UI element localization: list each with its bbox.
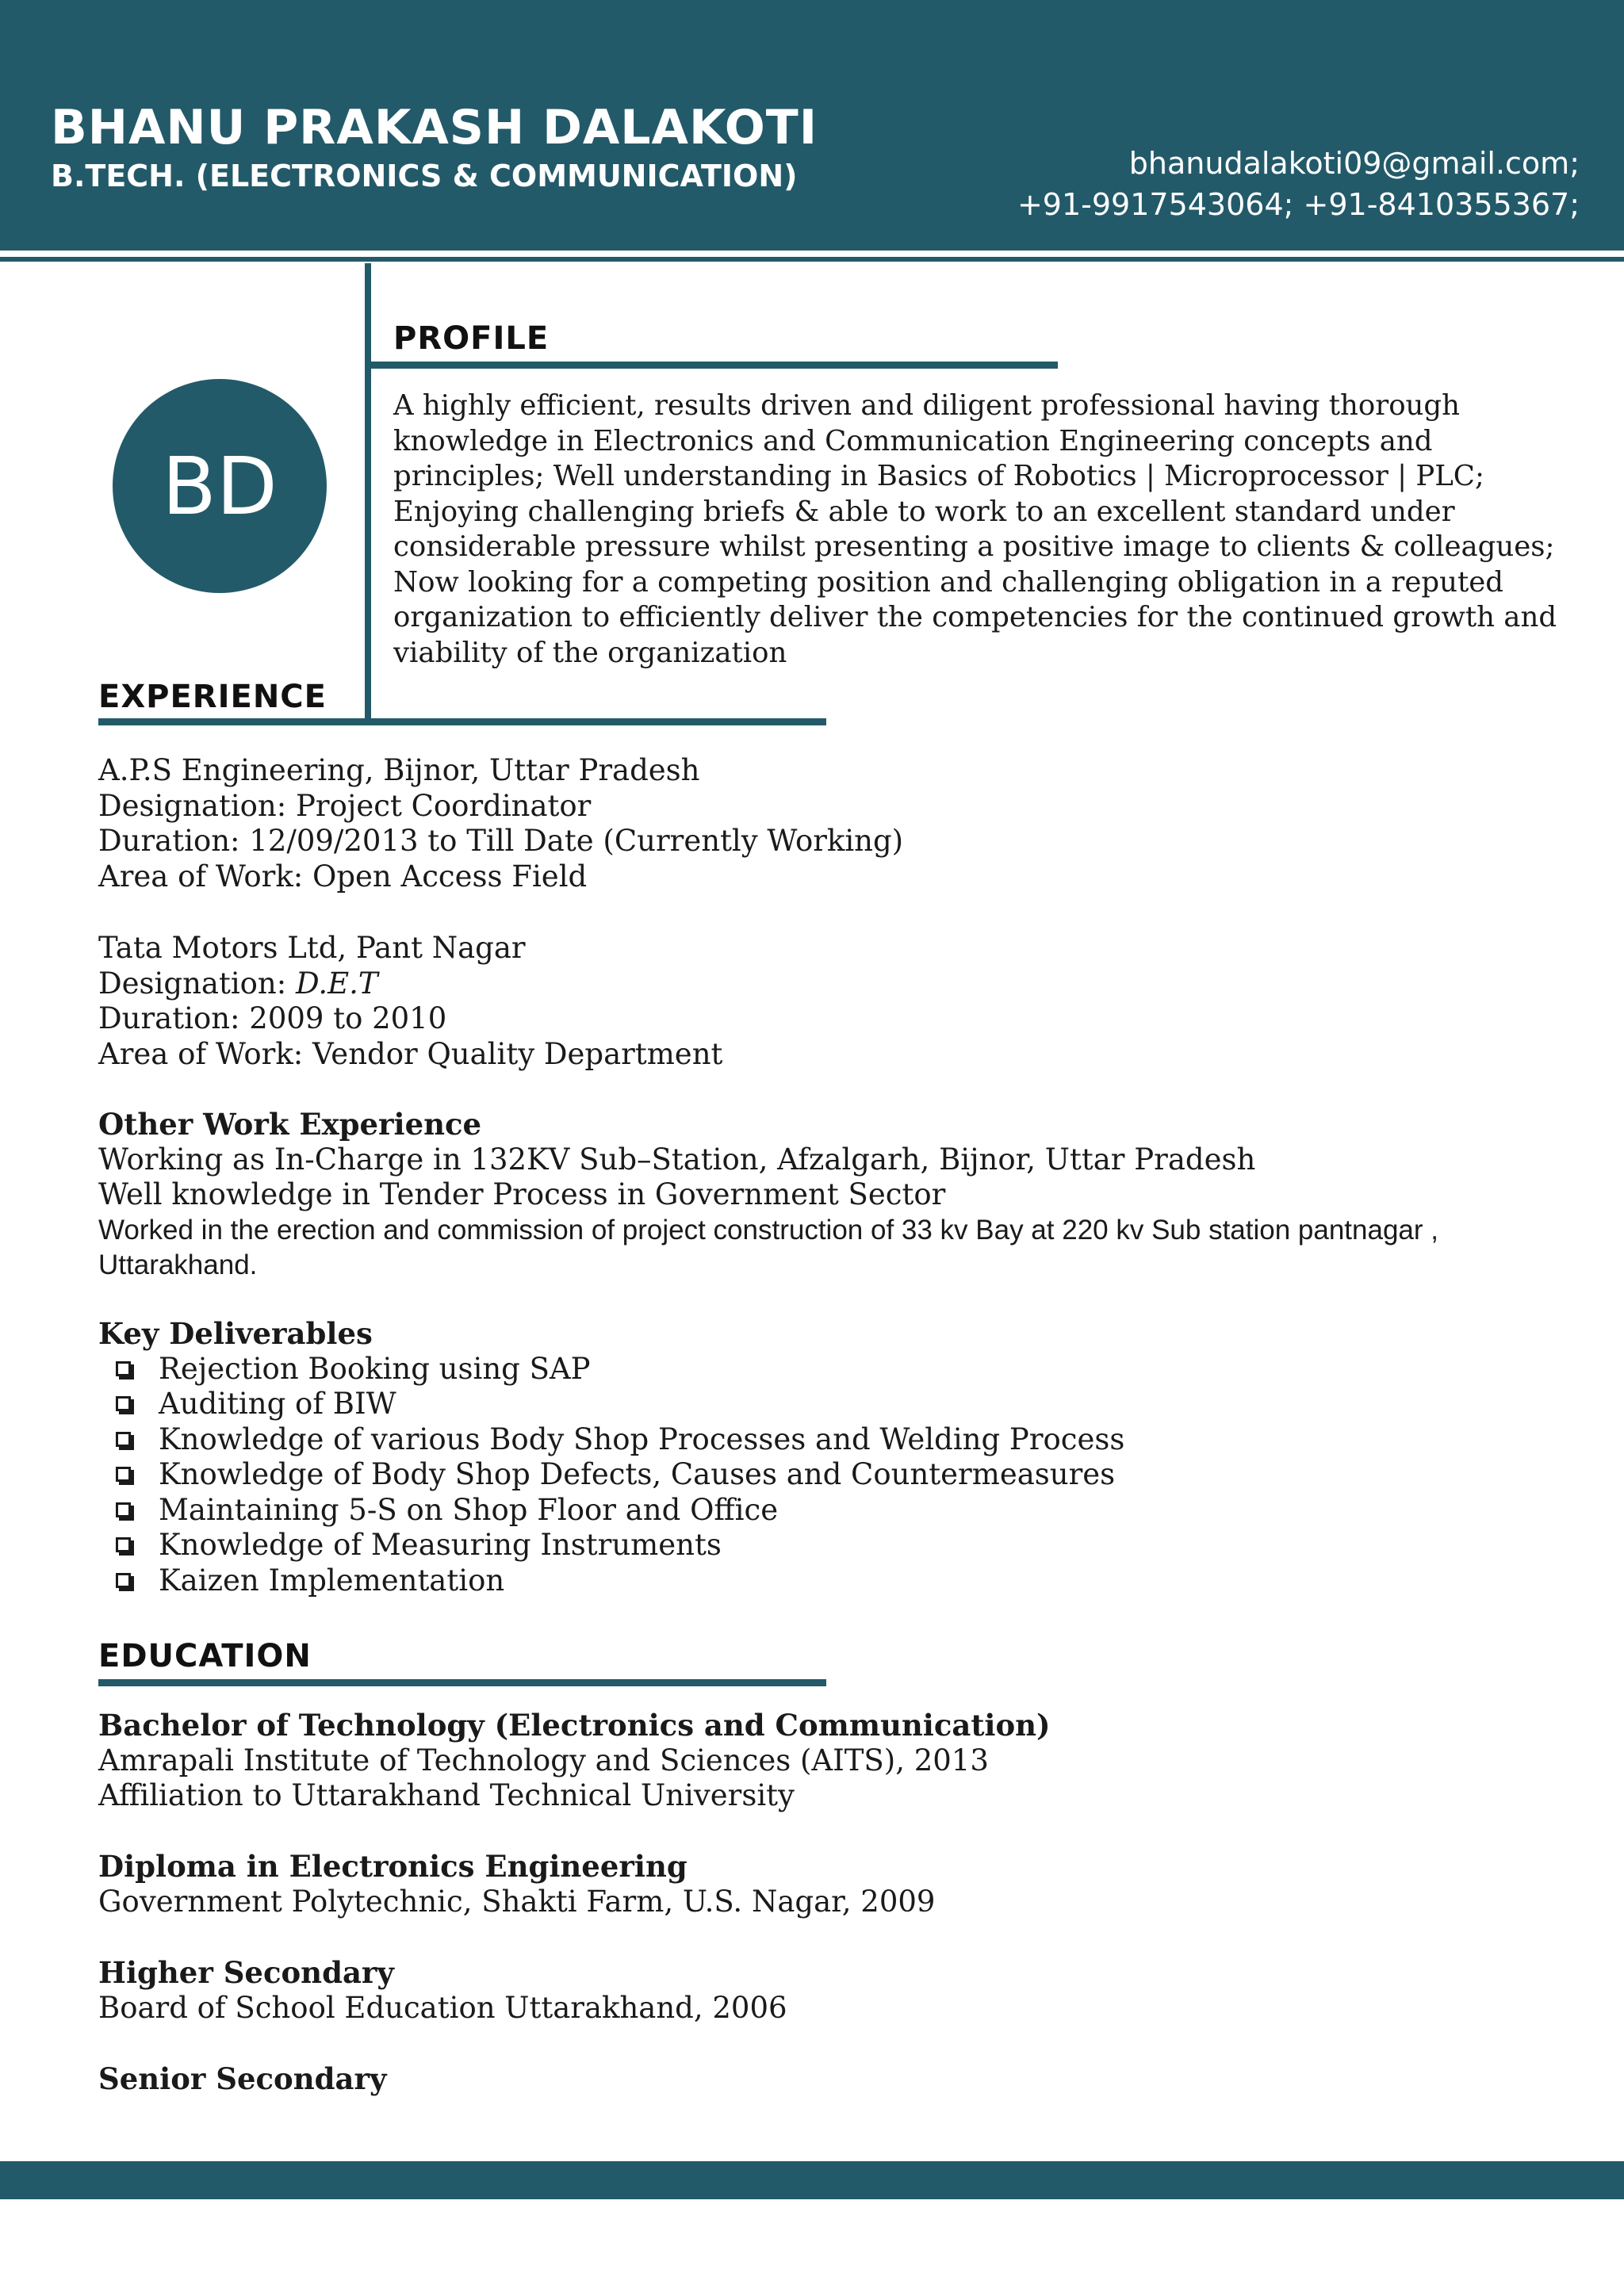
vertical-divider (365, 263, 371, 721)
job-duration: Duration: 2009 to 2010 (98, 1001, 447, 1035)
education-entry (98, 1849, 1589, 1919)
key-deliverables (98, 1316, 1589, 1598)
education-detail: Amrapali Institute of Technology and Sciences (AITS), 2013 (98, 1743, 989, 1777)
list-item: Knowledge of Body Shop Defects, Causes and Countermeasures (98, 1457, 1589, 1493)
job-entry (98, 753, 1589, 894)
education-detail: Board of School Education Uttarakhand, 2006 (98, 1990, 787, 2025)
education-detail: Affiliation to Uttarakhand Technical University (98, 1778, 795, 1812)
list-item: Knowledge of various Body Shop Processes and Welding Process (98, 1422, 1589, 1458)
job-area: Area of Work: Vendor Quality Department (98, 1036, 723, 1071)
education-heading-bar (98, 1679, 826, 1686)
header-rule (0, 257, 1624, 262)
deliverables-list (98, 1352, 1589, 1599)
footer-bar (0, 2161, 1624, 2199)
experience-heading: EXPERIENCE (98, 679, 327, 715)
checkbox-bullet-icon (116, 1361, 131, 1376)
education-degree: Diploma in Electronics Engineering (98, 1849, 688, 1884)
education-degree: Bachelor of Technology (Electronics and Communication) (98, 1708, 1051, 1743)
list-item: Rejection Booking using SAP (98, 1352, 1589, 1387)
contact-email[interactable]: bhanudalakoti09@gmail.com; (1128, 146, 1580, 181)
job-company: Tata Motors Ltd, Pant Nagar (98, 931, 526, 965)
education-detail: Government Polytechnic, Shakti Farm, U.S. Nagar, 2009 (98, 1884, 936, 1919)
checkbox-bullet-icon (116, 1467, 131, 1482)
candidate-degree: B.TECH. (ELECTRONICS & COMMUNICATION) (51, 159, 798, 193)
job-designation-label: Designation: (98, 966, 296, 1001)
education-degree: Higher Secondary (98, 1955, 394, 1990)
list-item: Knowledge of Measuring Instruments (98, 1528, 1589, 1563)
other-experience-line: Working as In-Charge in 132KV Sub–Station, Afzalgarh, Bijnor, Uttar Pradesh (98, 1142, 1256, 1177)
contact-phone[interactable]: +91-9917543064; +91-8410355367; (1017, 187, 1580, 222)
profile-heading-bar (371, 362, 1058, 369)
list-item: Maintaining 5-S on Shop Floor and Office (98, 1493, 1589, 1529)
candidate-name: BHANU PRAKASH DALAKOTI (51, 100, 818, 155)
education-entry (98, 1955, 1589, 2026)
checkbox-bullet-icon (116, 1396, 131, 1411)
checkbox-bullet-icon (116, 1432, 131, 1447)
checkbox-bullet-icon (116, 1537, 131, 1552)
experience-heading-bar (98, 718, 826, 725)
list-item: Auditing of BIW (98, 1387, 1589, 1422)
other-experience-note: Worked in the erection and commission of project construction of 33 kv Bay at 220 kv Sub station pantnagar , Uttarakhand. (98, 1214, 1438, 1280)
key-deliverables-heading: Key Deliverables (98, 1316, 373, 1351)
other-experience-line: Well knowledge in Tender Process in Government Sector (98, 1177, 946, 1211)
education-heading: EDUCATION (98, 1638, 312, 1674)
list-item: Kaizen Implementation (98, 1563, 1589, 1599)
avatar-initials: BD (162, 439, 278, 533)
profile-heading: PROFILE (393, 320, 550, 357)
education-entry (98, 1708, 1589, 1814)
profile-summary: A highly efficient, results driven and diligent professional having thorough knowledge in Electronics and Communication Engineering concepts and principles; Well understanding in Basics of Robotics | Microprocessor | PLC; Enjoying challenging briefs & able to work to an excellent standard under considerable pressure whilst presenting a positive image to clients & colleagues; Now looking for a competing position and challenging obligation in a reputed organization to efficiently deliver the competencies for the continued growth and viability of the organization (393, 389, 1557, 669)
avatar (113, 379, 327, 593)
other-experience (98, 1107, 1589, 1283)
education-degree: Senior Secondary (98, 2061, 387, 2096)
education-entry (98, 2061, 1589, 2097)
job-area: Area of Work: Open Access Field (98, 859, 588, 894)
job-designation (98, 789, 1589, 825)
job-designation-value: Project Coordinator (296, 788, 592, 823)
job-designation-value: D.E.T (296, 966, 378, 1001)
job-entry (98, 931, 1589, 1072)
checkbox-bullet-icon (116, 1502, 131, 1517)
job-duration: Duration: 12/09/2013 to Till Date (Currently Working) (98, 824, 904, 858)
job-designation-label: Designation: (98, 788, 296, 823)
checkbox-bullet-icon (116, 1573, 131, 1588)
job-designation (98, 966, 1589, 1002)
job-company: A.P.S Engineering, Bijnor, Uttar Pradesh (98, 753, 700, 787)
other-experience-heading: Other Work Experience (98, 1107, 482, 1142)
